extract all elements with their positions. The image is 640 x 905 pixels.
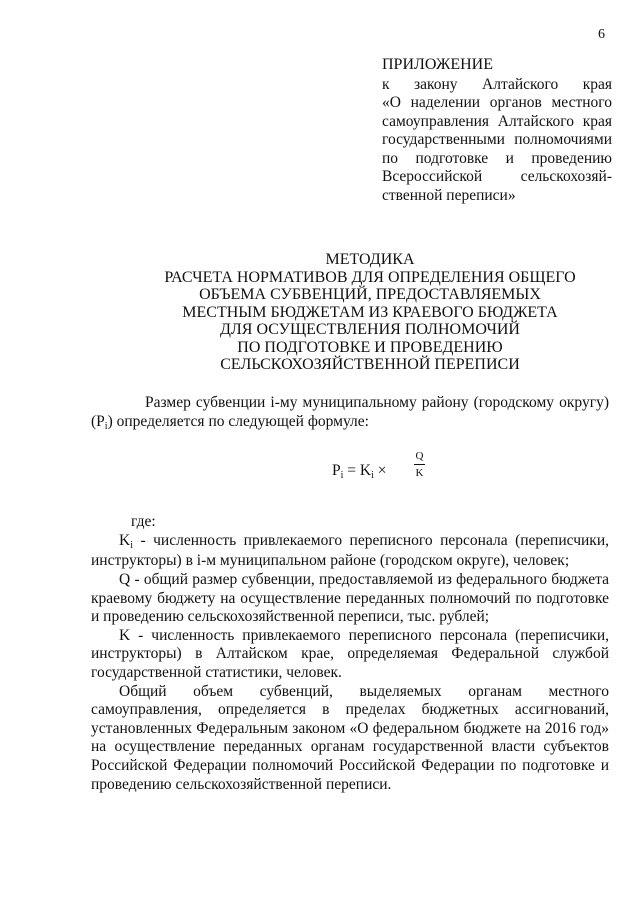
fraction-denominator: K <box>415 467 424 480</box>
title-line: ОБЪЕМА СУБВЕНЦИЙ, ПРЕДОСТАВЛЯЕМЫХ <box>199 286 541 303</box>
fraction-numerator: Q <box>415 450 424 463</box>
page-number: 6 <box>598 27 605 42</box>
appendix-line: «О наделении органов местного <box>382 94 612 111</box>
formula-expression: Pi = Ki × <box>332 462 387 482</box>
document-body <box>91 394 609 794</box>
document-title <box>120 251 620 374</box>
definition-ki: Ki - численность привлекаемого переписного персонала (переписчики, инструкторы) в i-м муниципальном районе (городском округе), человек; <box>91 531 609 570</box>
appendix-title: ПРИЛОЖЕНИЕ <box>382 56 494 73</box>
appendix-line: по подготовке и проведению <box>382 149 612 167</box>
title-line: ПО ПОДГОТОВКЕ И ПРОВЕДЕНИЮ <box>237 338 503 356</box>
formula-fraction <box>414 450 425 479</box>
fraction-bar <box>414 464 425 465</box>
appendix-line: ственной переписи» <box>382 186 516 204</box>
where-label: где: <box>131 513 156 531</box>
appendix-line: государственными полномочиями <box>382 131 612 148</box>
closing-paragraph: Общий объем субвенций, выделяемых органам местного самоуправления, определяется в пределах бюджетных ассигнований, установленных Федеральным законом «О федеральном бюджете на 2016 год» на осуществление переданных органам государственной власти субъектов Российской Федерации полномочий Российской Федерации по подготовке и проведению сельскохозяйственной переписи. <box>91 682 609 793</box>
appendix-block <box>382 56 612 205</box>
title-line: СЕЛЬСКОХОЗЯЙСТВЕННОЙ ПЕРЕПИСИ <box>220 356 520 373</box>
appendix-line: к закону Алтайского края <box>382 75 612 93</box>
title-line: РАСЧЕТА НОРМАТИВОВ ДЛЯ ОПРЕДЕЛЕНИЯ ОБЩЕГО <box>164 268 576 286</box>
title-line: МЕТОДИКА <box>325 251 415 268</box>
definition-k: K - численность привлекаемого переписного персонала (переписчики, инструкторы) в Алтайском крае, определяемая Федеральной службой государственной статистики, человек. <box>91 626 609 681</box>
title-line: ДЛЯ ОСУЩЕСТВЛЕНИЯ ПОЛНОМОЧИЙ <box>220 321 520 338</box>
intro-paragraph: Размер субвенции i-му муниципальному району (городскому округу) (Pi) определяется по следующей формуле: <box>91 394 609 432</box>
appendix-line: самоуправления Алтайского края <box>382 112 612 130</box>
definition-q: Q - общий размер субвенции, предоставляемой из федерального бюджета краевому бюджету на осуществление переданных полномочий по подготовке и проведению сельскохозяйственной переписи, тыс. рублей; <box>91 570 609 626</box>
subvention-formula <box>332 450 609 488</box>
title-line: МЕСТНЫМ БЮДЖЕТАМ ИЗ КРАЕВОГО БЮДЖЕТА <box>182 303 558 321</box>
appendix-line: Всероссийской сельскохозяй- <box>382 168 612 185</box>
